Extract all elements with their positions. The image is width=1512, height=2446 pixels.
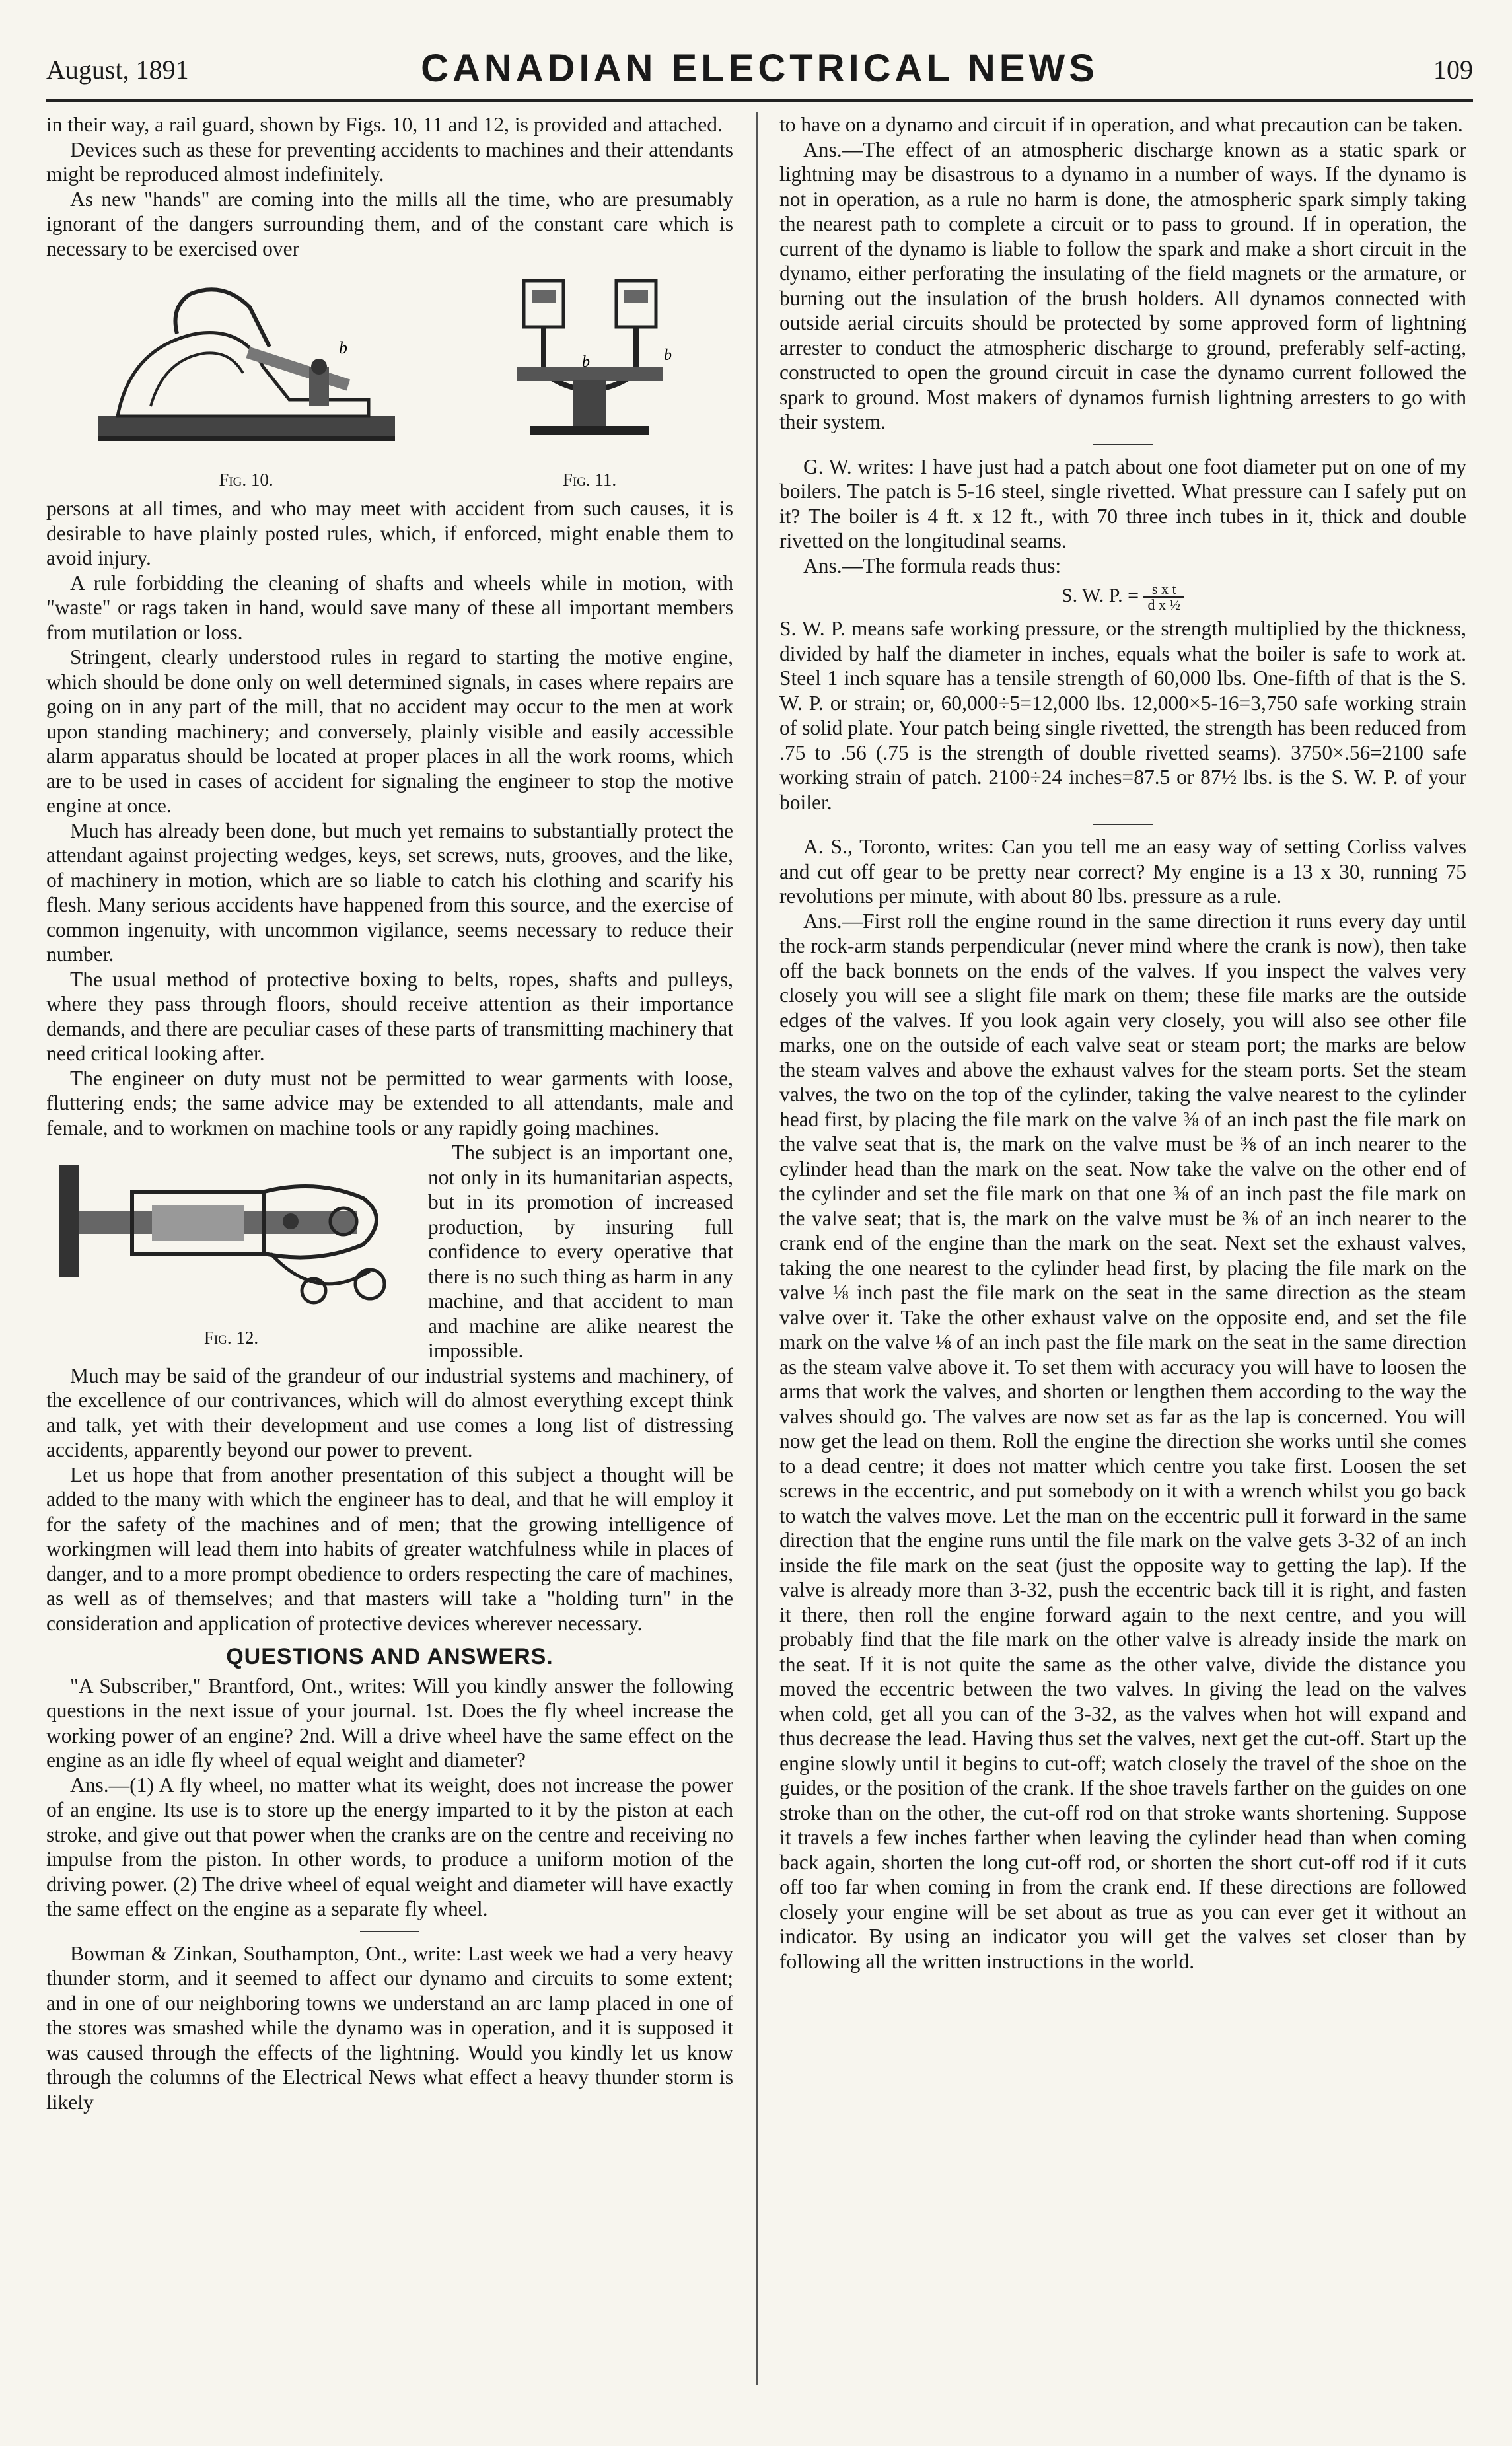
paragraph: Let us hope that from another presentation of this subject a thought will be added to the many with which the engineer has to deal, and that he will employ it for the safety of the machines and of men; that the growing intelligence of workingmen will lead them into habits of greater watchfulness while in places of danger, and to a more prompt obedience to orders respecting the care of machines, as well as of themselves; and that masters will take a "holding turn" in the consideration and application of protective devices wherever necessary.: [46, 1462, 733, 1635]
paragraph: in their way, a rail guard, shown by Figs. 10, 11 and 12, is provided and attached.: [46, 113, 723, 136]
column-divider: [756, 112, 758, 2385]
twin-guard-illustration-icon: [491, 268, 689, 459]
question: A. S., Toronto, writes: Can you tell me an easy way of setting Corliss valves and cut off gear to be pretty near correct? My engine is a 13 x 30, running 75 revolutions per minute, with about 80 lbs. pressure as a rule.: [779, 835, 1466, 908]
figure-row: [46, 268, 733, 492]
question: Bowman & Zinkan, Southampton, Ont., write: Last week we had a very heavy thunder storm, and it seemed to affect our dynamo and circuits to some extent; and in one of our neighboring towns we understand an arc lamp placed in one of the stores was smashed while the dynamo was in operation, and it is supposed it was caused through the effects of the lightning. Would you kindly let us know through the columns of the Electrical News what effect a heavy thunder storm is likely: [46, 1941, 733, 2114]
paragraph: to have on a dynamo and circuit if in operation, and what precaution can be taken.: [779, 113, 1463, 136]
paragraph: Devices such as these for preventing accidents to machines and their attendants might be reproduced almost indefinitely.: [46, 137, 733, 186]
paragraph: As new "hands" are coming into the mills all the time, who are presumably ignorant of the dangers surrounding them, and of the constant care which is necessary to be exercised over: [46, 187, 733, 260]
paragraph: Stringent, clearly understood rules in regard to starting the motive engine, which should be done only on well determined signals, in cases where repairs are going on in any part of the mill, that no accident may occur to the men at work upon standing machinery; and conversely, plainly visible and easily accessible alarm apparatus should be located at proper places in all the work rooms, which are to be used in cases of accident for signaling the engineer to stop the motive engine at once.: [46, 645, 733, 817]
figure-11: [491, 268, 689, 492]
answer: S. W. P. means safe working pressure, or the strength multiplied by the thickness, divided by half the diameter in inches, equals what the boiler is safe to work at. Steel 1 inch square has a tensile strength of 60,000 lbs. One-fifth of that is the S. W. P. or strain; or, 60,000÷5=12,000 lbs. 12,000×5-16=3,750 safe working strain of solid plate. Your patch being single rivetted, the strength has been reduced from .75 to .56 (.75 is the strength of double rivetted seams). 3750×.56=2100 safe working strain of patch. 2100÷24 inches=87.5 or 87½ lbs. is the S. W. P. of your boiler.: [779, 617, 1466, 814]
left-column: [46, 112, 733, 2114]
formula-numerator: s x t: [1143, 582, 1184, 598]
svg-text:b: b: [338, 338, 347, 357]
figure-caption: Fig. 11.: [562, 469, 617, 489]
formula-lhs: S. W. P. =: [1062, 584, 1144, 606]
section-heading: QUESTIONS AND ANSWERS.: [226, 1644, 554, 1669]
newspaper-page: [46, 26, 1473, 2418]
question: G. W. writes: I have just had a patch about one foot diameter put on one of my boilers. The patch is 5-16 steel, single rivetted. What pressure can I safely put on it? The boiler is 4 ft. x 12 ft., with 70 three inch tubes in it, thick and double rivetted on the longitudinal seams.: [779, 454, 1466, 552]
paragraph: A rule forbidding the cleaning of shafts and wheels while in motion, with "waste" or rags taken in hand, would save many of these all important members from mutilation or loss.: [46, 571, 733, 644]
page-header: [46, 40, 1473, 102]
question: "A Subscriber," Brantford, Ont., writes: Will you kindly answer the following questions in the next issue of your journal. 1st. Does the fly wheel increase the working power of an engine? 2nd. Will a drive wheel have the same effect on the engine as an idle fly wheel of equal weight and diameter?: [46, 1674, 733, 1772]
formula-fraction: [1143, 582, 1184, 612]
answer: Ans.—First roll the engine round in the same direction it runs every day until the rock-arm stands perpendicular (never mind where the crank is now), then take off the back bonnets on the ends of the valves. If you inspect the valves very closely you will see a slight file mark on them; these file marks are the outside edges of the valves. If you look again very closely, you will also see other file marks, one on the outside of each valve seat or steam port; the marks are below the steam valves and above the exhaust valves for the steam ports. Set the steam valves, the two on the top of the cylinder, taking the valve nearest to the cylinder head first, by placing the file mark on the valve ⅜ of an inch past the file mark on the valve seat that is, the mark on the valve must be ⅜ of an inch nearer to the cylinder head than the mark on the seat. Now take the valve on the other end of the cylinder and set the file mark on that one ⅜ of an inch past the file mark on the valve seat; that is, the mark on the valve must be ⅜ of an inch nearer to the crank end of the engine than the mark on the seat. Next set the exhaust valves, taking the one nearest to the cylinder head first, by placing the file mark on the valve ⅛ inch past the file mark on the seat in the same direction as the steam valve over it. Take the other exhaust valve on the opposite end, and set the file mark on the valve ⅛ of an inch past the file mark on the seat in the same direction as the steam valve above it. To set them with accuracy you will have to loosen the arms that work the valves, and shorten or lengthen them according to the way the valves should go. The valves are now set as far as the lap is concerned. You will now get the lead on them. Roll the engine the direction she works until she comes to a dead centre; it does not matter which centre you take first. Loosen the set screws in the eccentric, and put somebody on it with a wrench whilst you go back to watch the valves move. Let the man on the eccentric pull it forward in the same direction that the engine runs until the file mark on the valve gets 3-32 of an inch inside the file mark on the seat (just the opposite way to getting the lap). If the valve is already more than 3-32, push the eccentric back till it is right, and fasten it there, then roll the engine forward again to the next centre, and you will probably find that the file mark on the other valve is already inside the mark on the seat. If it is not quite the same as the other valve, divide the distance you moved the eccentric between the two valves. In giving the lead on the valves when cold, get all you can of the 3-32, as the valves when hot will expand and thus decrease the lead. Having thus set the valves, next get the cut-off. Start up the engine slowly until it begins to cut-off; watch closely the travel of the shoe on the guides, or the position of the crank. If the shoe travels farther on the guides on one stroke than on the other, the cut-off rod on that stroke wants shortening. Suppose it travels a few inches farther when leaving the cylinder head than when coming back again, shorten the long cut-off rod, or shorten the short cut-off rod if it cuts off too far when coming in from the crank end. If these directions are followed closely your engine will be set about as true as you can ever get it without an indicator. By using an indicator you will get the valves set closer than by following all the written instructions in the world.: [779, 909, 1466, 1973]
separator-rule: [360, 1931, 419, 1932]
paragraph: The subject is an important one, not only in its humanitarian aspects, but in its promotion of increased production, by insuring full confidence to every operative that there is no such thing as harm in any machine, and that accident to man and machine are alike nearest the impossible.: [428, 1141, 733, 1362]
figure-caption: Fig. 10.: [219, 469, 273, 489]
figure-caption: Fig. 12.: [203, 1327, 259, 1348]
answer-intro: Ans.—The formula reads thus:: [803, 554, 1062, 577]
svg-text:b: b: [581, 353, 590, 371]
page-number: 109: [1433, 55, 1473, 85]
separator-rule: [1093, 824, 1153, 825]
issue-date: August, 1891: [46, 55, 189, 85]
formula: [779, 582, 1466, 612]
masthead-title: CANADIAN ELECTRICAL NEWS: [421, 47, 1098, 90]
paragraph: Much may be said of the grandeur of our industrial systems and machinery, of the excellence of our contrivances, which will do almost everything except think and talk, yet with their development and use comes a long list of distressing accidents, apparently beyond our power to prevent.: [46, 1363, 733, 1461]
paragraph: The engineer on duty must not be permitted to wear garments with loose, fluttering ends; the same advice may be extended to all attendants, male and female, and to workmen on machine tools or any rapidly going machines.: [46, 1066, 733, 1139]
figure-10: [91, 268, 402, 492]
formula-denominator: d x ½: [1147, 596, 1180, 613]
shaft-guard-illustration-icon: [53, 1145, 410, 1317]
rail-guard-illustration-icon: [91, 268, 402, 459]
answer: Ans.—The effect of an atmospheric discharge known as a static spark or lightning may be disastrous to a dynamo in a number of ways. If the dynamo is not in operation, as a rule no harm is done, the atmospheric spark simply taking the nearest path to complete a circuit or to pass to ground. If in operation, the current of the dynamo is liable to follow the spark and make a short circuit in the dynamo, either perforating the insulating of the field magnets or the armature, or burning out the insulation of the brush holders. All dynamos connected with outside aerial circuits should be protected by some approved form of lightning arrester to conduct the atmospheric discharge to ground, preferably self-acting, constructed to open the ground circuit in case the dynamo current followed the spark to ground. Most makers of dynamos furnish lightning arresters to go with their system.: [779, 137, 1466, 433]
paragraph: persons at all times, and who may meet with accident from such causes, it is desirable to have plainly posted rules, which, if enforced, might enable them to avoid injury.: [46, 497, 733, 569]
right-column: [779, 112, 1466, 1974]
figure-12: [46, 1145, 416, 1350]
paragraph: The usual method of protective boxing to belts, ropes, shafts and pulleys, where they pass through floors, should receive attention as their importance demands, and there are peculiar cases of these parts of transmitting machinery that need critical looking after.: [46, 967, 733, 1065]
answer: Ans.—(1) A fly wheel, no matter what its weight, does not increase the power of an engine. Its use is to store up the energy imparted to it by the piston at each stroke, and give out that power when the cranks are on the centre and receiving no impulse from the piston. In other words, to produce a uniform motion of the driving power. (2) The drive wheel of equal weight and diameter will have exactly the same effect on the engine as a separate fly wheel.: [46, 1773, 733, 1920]
paragraph: Much has already been done, but much yet remains to substantially protect the attendant against projecting wedges, keys, set screws, nuts, grooves, and the like, of machinery in motion, which are so liable to catch his clothing and scarify his flesh. Many serious accidents have happened from this source, and the exercise of common ingenuity, with uncommon vigilance, seems necessary to reduce their number.: [46, 818, 733, 966]
separator-rule: [1093, 444, 1153, 445]
svg-text:b: b: [663, 347, 672, 364]
